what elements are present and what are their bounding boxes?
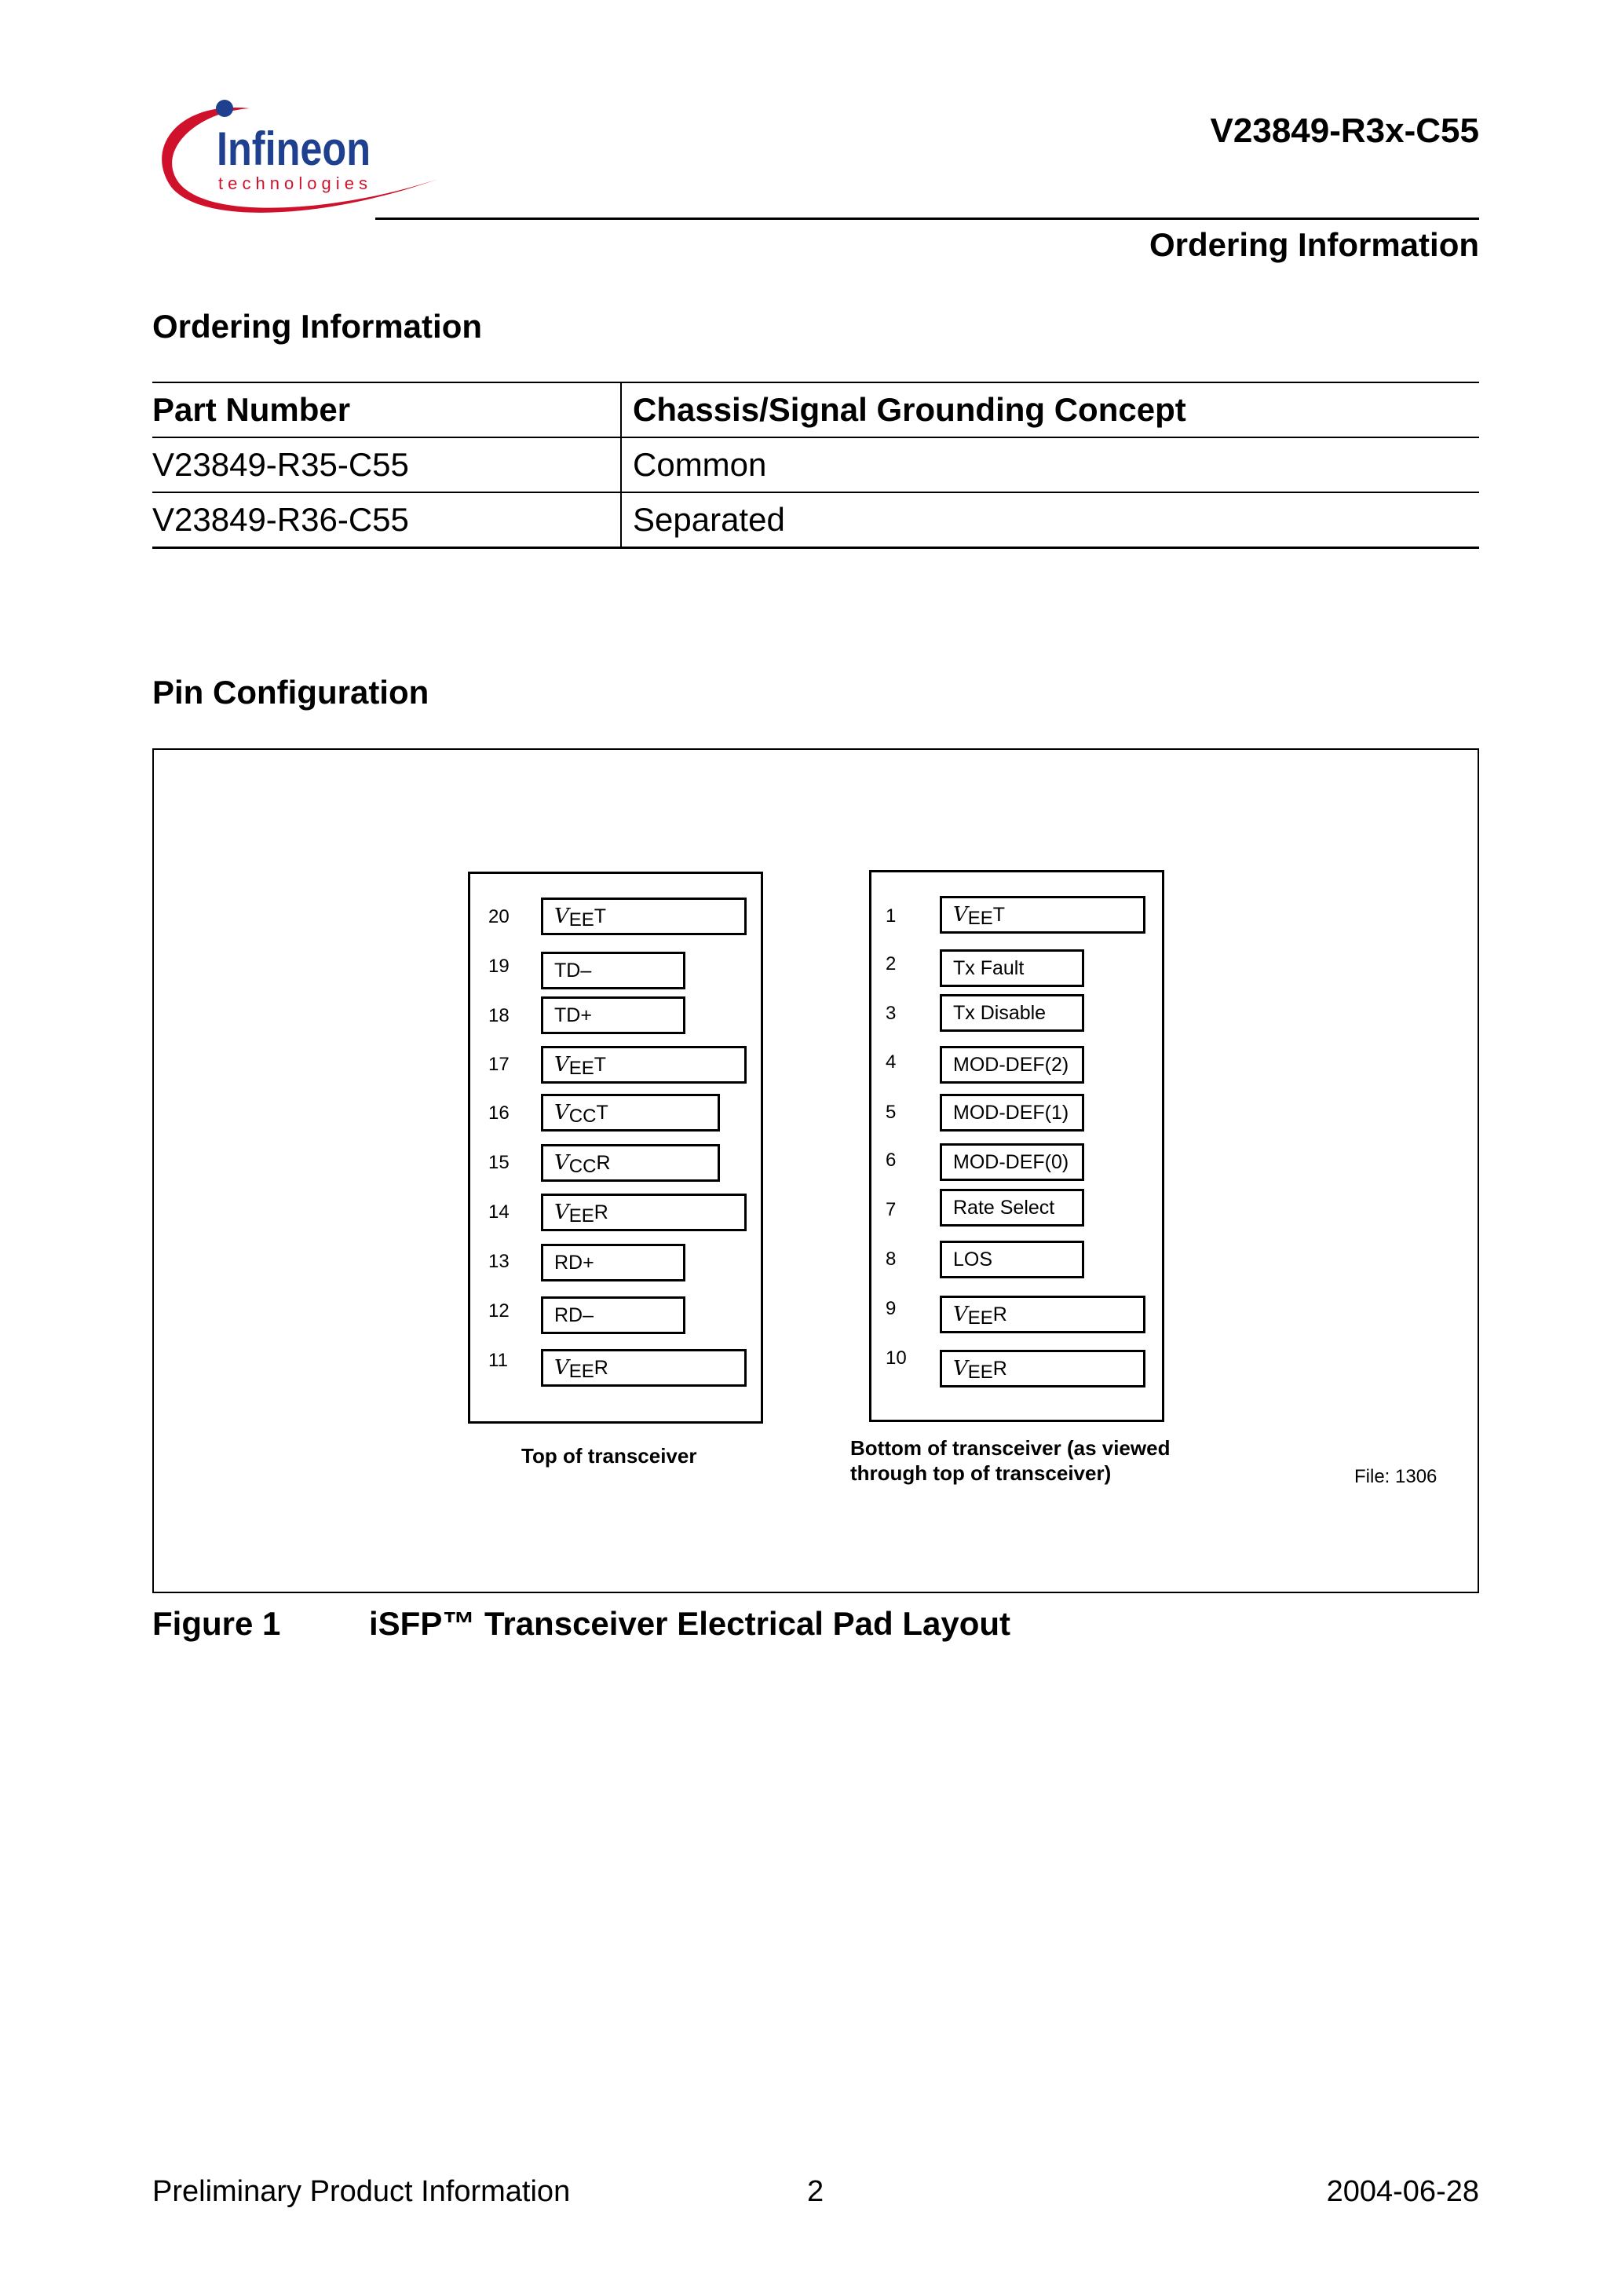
top-pin-number: 16 — [488, 1102, 510, 1124]
top-pad — [541, 898, 747, 935]
file-number: File: 1306 — [1354, 1466, 1438, 1487]
voltage-suffix: R — [594, 1357, 608, 1379]
header-divider — [375, 218, 1479, 220]
voltage-symbol: V — [554, 1151, 569, 1175]
voltage-subscript: EE — [568, 1361, 594, 1382]
voltage-symbol: V — [554, 1356, 569, 1380]
column-header: Chassis/Signal Grounding Concept — [633, 391, 1186, 428]
column-header: Part Number — [152, 382, 621, 437]
bottom-pin-number: 2 — [886, 953, 897, 974]
bottom-pad — [940, 896, 1145, 934]
voltage-subscript: EE — [967, 908, 993, 929]
voltage-suffix: T — [594, 1054, 607, 1076]
bottom-pad — [940, 1350, 1145, 1387]
voltage-symbol: V — [953, 903, 968, 927]
bottom-pad: Rate Select — [940, 1189, 1084, 1227]
voltage-subscript: CC — [568, 1106, 597, 1127]
top-pin-number: 13 — [488, 1251, 510, 1272]
bottom-pin-number: 6 — [886, 1150, 897, 1171]
bottom-pin-number: 3 — [886, 1003, 897, 1024]
bottom-pin-number: 8 — [886, 1249, 897, 1270]
part-number-cell: V23849-R35-C55 — [152, 437, 621, 492]
voltage-symbol: V — [554, 1101, 569, 1124]
voltage-subscript: EE — [967, 1307, 993, 1329]
bottom-pad: LOS — [940, 1241, 1084, 1278]
voltage-symbol: V — [554, 1201, 569, 1224]
logo-tagline: technologies — [218, 174, 367, 193]
bottom-pin-number: 7 — [886, 1199, 897, 1220]
voltage-suffix: R — [992, 1358, 1007, 1380]
top-pin-number: 12 — [488, 1300, 510, 1322]
top-pad: RD+ — [541, 1244, 685, 1281]
ordering-table — [152, 382, 1479, 549]
voltage-suffix: R — [992, 1303, 1007, 1325]
top-pad — [541, 1349, 747, 1387]
voltage-symbol: V — [953, 1303, 968, 1326]
voltage-subscript: EE — [568, 909, 594, 930]
bottom-pad: MOD-DEF(0) — [940, 1143, 1084, 1181]
pin-config-title: Pin Configuration — [152, 674, 429, 711]
section-header: Ordering Information — [1149, 226, 1479, 263]
logo-brand: Infineon — [217, 122, 371, 175]
voltage-suffix: T — [992, 904, 1006, 926]
voltage-subscript: EE — [568, 1058, 594, 1079]
voltage-symbol: V — [554, 1053, 569, 1077]
page-number: 2 — [807, 2175, 824, 2208]
infineon-logo — [148, 93, 446, 228]
table-row — [152, 437, 1479, 492]
table-header-row — [152, 382, 1479, 437]
top-pad: TD+ — [541, 996, 685, 1034]
figure-title: iSFP™ Transceiver Electrical Pad Layout — [369, 1605, 1011, 1642]
voltage-subscript: CC — [568, 1156, 597, 1177]
bottom-pin-number: 9 — [886, 1298, 897, 1319]
footer-status: Preliminary Product Information — [152, 2175, 571, 2208]
figure-label: Figure 1 — [152, 1605, 281, 1642]
voltage-suffix: R — [594, 1201, 608, 1223]
top-pin-number: 20 — [488, 906, 510, 927]
grounding-cell: Separated — [633, 501, 785, 538]
grounding-cell: Common — [633, 446, 767, 483]
top-pad — [541, 1194, 747, 1231]
bottom-caption-line1: Bottom of transceiver (as viewed — [850, 1436, 1171, 1460]
top-pin-number: 14 — [488, 1201, 510, 1223]
top-caption: Top of transceiver — [521, 1444, 697, 1468]
top-pad — [541, 1144, 720, 1182]
bottom-pin-number: 4 — [886, 1051, 897, 1073]
bottom-pin-number: 10 — [886, 1347, 907, 1369]
part-number-cell: V23849-R36-C55 — [152, 492, 621, 548]
voltage-suffix: R — [596, 1152, 611, 1174]
voltage-symbol: V — [554, 905, 569, 928]
bottom-pin-number: 1 — [886, 905, 897, 927]
voltage-suffix: T — [596, 1102, 608, 1124]
bottom-caption-line2: through top of transceiver) — [850, 1461, 1112, 1485]
footer-date: 2004-06-28 — [1326, 2175, 1479, 2208]
bottom-pad: MOD-DEF(2) — [940, 1046, 1084, 1084]
bottom-pad: Tx Fault — [940, 949, 1084, 987]
bottom-pin-number: 5 — [886, 1102, 897, 1123]
figure-frame — [152, 748, 1479, 1593]
top-pin-number: 15 — [488, 1152, 510, 1173]
ordering-title: Ordering Information — [152, 308, 482, 345]
top-pad — [541, 1046, 747, 1084]
bottom-pad: MOD-DEF(1) — [940, 1094, 1084, 1132]
table-row — [152, 492, 1479, 548]
voltage-subscript: EE — [568, 1205, 594, 1227]
top-pin-number: 18 — [488, 1005, 510, 1026]
top-pad: RD– — [541, 1296, 685, 1334]
top-pin-number: 19 — [488, 956, 510, 977]
voltage-suffix: T — [594, 905, 607, 927]
document-id: V23849-R3x-C55 — [1210, 112, 1479, 150]
top-pin-number: 17 — [488, 1054, 510, 1075]
bottom-pad — [940, 1296, 1145, 1333]
top-pad: TD– — [541, 952, 685, 989]
logo-dot — [216, 100, 233, 117]
top-pad — [541, 1094, 720, 1132]
voltage-subscript: EE — [967, 1362, 993, 1383]
bottom-pad: Tx Disable — [940, 994, 1084, 1032]
voltage-symbol: V — [953, 1357, 968, 1380]
top-pin-number: 11 — [488, 1350, 508, 1371]
